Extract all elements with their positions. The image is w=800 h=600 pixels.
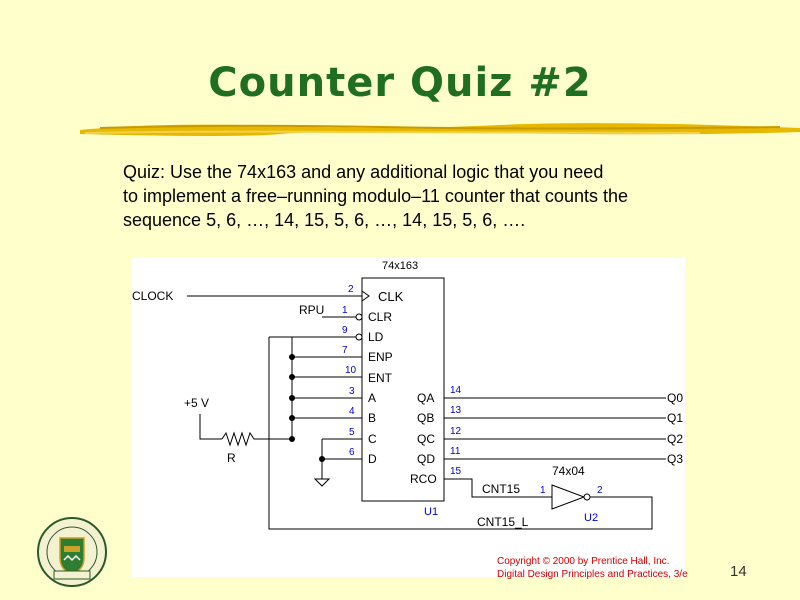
counter-circuit-diagram bbox=[132, 257, 685, 577]
resistor-label: R bbox=[227, 451, 236, 465]
pin-number: 14 bbox=[450, 385, 462, 396]
net-label: Q0 bbox=[667, 391, 684, 405]
pin-name: CLK bbox=[378, 289, 404, 304]
pin-number: 1 bbox=[540, 485, 546, 496]
clr-bubble bbox=[356, 314, 362, 320]
rpu-label: RPU bbox=[299, 303, 325, 317]
pin-number: 6 bbox=[349, 447, 355, 458]
copyright-notice bbox=[497, 555, 688, 581]
pin-number: 9 bbox=[342, 325, 348, 336]
inverter-ref: U2 bbox=[584, 512, 599, 524]
pin-name: C bbox=[368, 432, 377, 446]
net-label-cnt15: CNT15 bbox=[482, 482, 521, 496]
net-label-cnt15-l: CNT15_L bbox=[477, 515, 529, 529]
quiz-line: Quiz: Use the 74x163 and any additional logic that you need bbox=[123, 162, 604, 182]
quiz-line: to implement a free–running modulo–11 counter that counts the bbox=[123, 186, 628, 206]
net-label: Q1 bbox=[667, 411, 684, 425]
pin-number: 15 bbox=[450, 466, 462, 477]
pin-name: ENP bbox=[368, 350, 393, 364]
chip-ref: U1 bbox=[424, 506, 439, 518]
clock-label: CLOCK bbox=[132, 289, 174, 303]
pin-name: A bbox=[368, 391, 377, 405]
chip-name: 74x163 bbox=[382, 260, 419, 272]
title-underline-swash bbox=[80, 118, 800, 140]
pin-number: 1 bbox=[342, 305, 348, 316]
pin-name: QD bbox=[417, 452, 435, 466]
quiz-line: sequence 5, 6, …, 14, 15, 5, 6, …, 14, 15, 5, 6, …. bbox=[123, 210, 526, 230]
pin-name: D bbox=[368, 452, 377, 466]
inverter-name: 74x04 bbox=[552, 464, 585, 478]
pin-name: QA bbox=[417, 391, 435, 405]
pin-number: 11 bbox=[450, 446, 461, 457]
pin-name: LD bbox=[368, 330, 384, 344]
pin-number: 5 bbox=[349, 427, 355, 438]
page-number: 14 bbox=[730, 563, 747, 580]
pin-number: 2 bbox=[348, 284, 354, 295]
pin-number: 7 bbox=[342, 345, 348, 356]
net-label: Q3 bbox=[667, 452, 684, 466]
pin-name: CLR bbox=[368, 310, 393, 324]
copyright-line: Digital Design Principles and Practices, 3/e bbox=[497, 569, 688, 580]
vcc-label: +5 V bbox=[184, 396, 210, 410]
pin-number: 4 bbox=[349, 406, 355, 417]
inverter-74x04 bbox=[552, 485, 584, 509]
pin-name: RCO bbox=[410, 472, 437, 486]
ld-bubble bbox=[356, 334, 362, 340]
pin-number: 10 bbox=[345, 365, 357, 376]
pin-name: ENT bbox=[368, 371, 392, 385]
university-crest-logo bbox=[36, 516, 108, 588]
net-label: Q2 bbox=[667, 432, 684, 446]
copyright-line: Copyright © 2000 by Prentice Hall, Inc. bbox=[497, 556, 670, 567]
pin-number: 13 bbox=[450, 405, 462, 416]
slide-title: Counter Quiz #2 bbox=[208, 60, 592, 106]
quiz-text bbox=[123, 160, 628, 232]
pin-number: 12 bbox=[450, 426, 462, 437]
pin-name: QB bbox=[417, 411, 435, 425]
pin-number: 2 bbox=[597, 485, 603, 496]
pin-name: B bbox=[368, 411, 377, 425]
pin-number: 3 bbox=[349, 386, 355, 397]
pin-name: QC bbox=[417, 432, 435, 446]
